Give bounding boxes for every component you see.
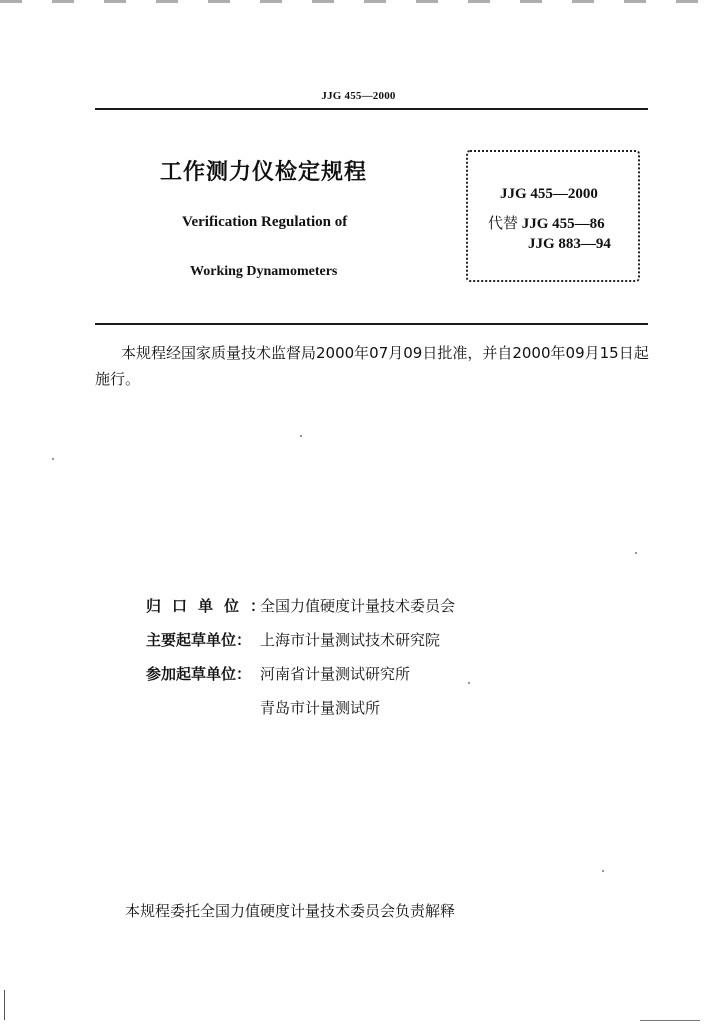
header-rule — [95, 108, 648, 110]
unit-value: 河南省计量测试研究所 — [260, 664, 411, 683]
scan-speck — [635, 552, 637, 554]
unit-label: 参加起草单位： — [146, 664, 252, 683]
scan-speck — [300, 435, 302, 437]
scan-edge-mark — [4, 990, 5, 1020]
unit-value: 全国力值硬度计量技术委员会 — [260, 596, 456, 615]
unit-row-participating-drafter-2 — [146, 690, 455, 724]
unit-label: 主要起草单位： — [146, 630, 252, 649]
replaces-prefix: 代替 — [488, 214, 519, 232]
approval-statement: 本规程经国家质量技术监督局2000年07月09日批准，并自2000年09月15日起施行。 — [95, 344, 649, 388]
title-chinese: 工作测力仪检定规程 — [160, 160, 368, 185]
section-rule — [95, 323, 648, 325]
interpretation-note: 本规程委托全国力值硬度计量技术委员会负责解释 — [125, 902, 456, 920]
replaced-code-1: JJG 455—86 — [521, 216, 605, 232]
title-english-line2: Working Dynamometers — [190, 264, 338, 279]
unit-value: 青岛市计量测试所 — [260, 698, 381, 717]
scan-edge-mark — [640, 1020, 700, 1021]
scan-edge-artifact — [0, 0, 717, 3]
unit-row-main-drafter — [146, 622, 455, 656]
unit-label: 归口单位： — [146, 596, 277, 615]
drafting-units — [146, 588, 455, 724]
replaces-line — [488, 212, 605, 233]
current-code: JJG 455—2000 — [500, 186, 598, 202]
running-header-code: JJG 455—2000 — [321, 90, 396, 102]
unit-row-participating-drafter — [146, 656, 455, 690]
replaced-code-2: JJG 883—94 — [528, 236, 611, 252]
title-english-line1: Verification Regulation of — [182, 214, 348, 230]
scan-speck — [468, 682, 470, 684]
unit-row-responsible — [146, 588, 455, 622]
unit-value: 上海市计量测试技术研究院 — [260, 630, 441, 649]
scan-speck — [52, 458, 54, 460]
scan-speck — [602, 870, 604, 872]
